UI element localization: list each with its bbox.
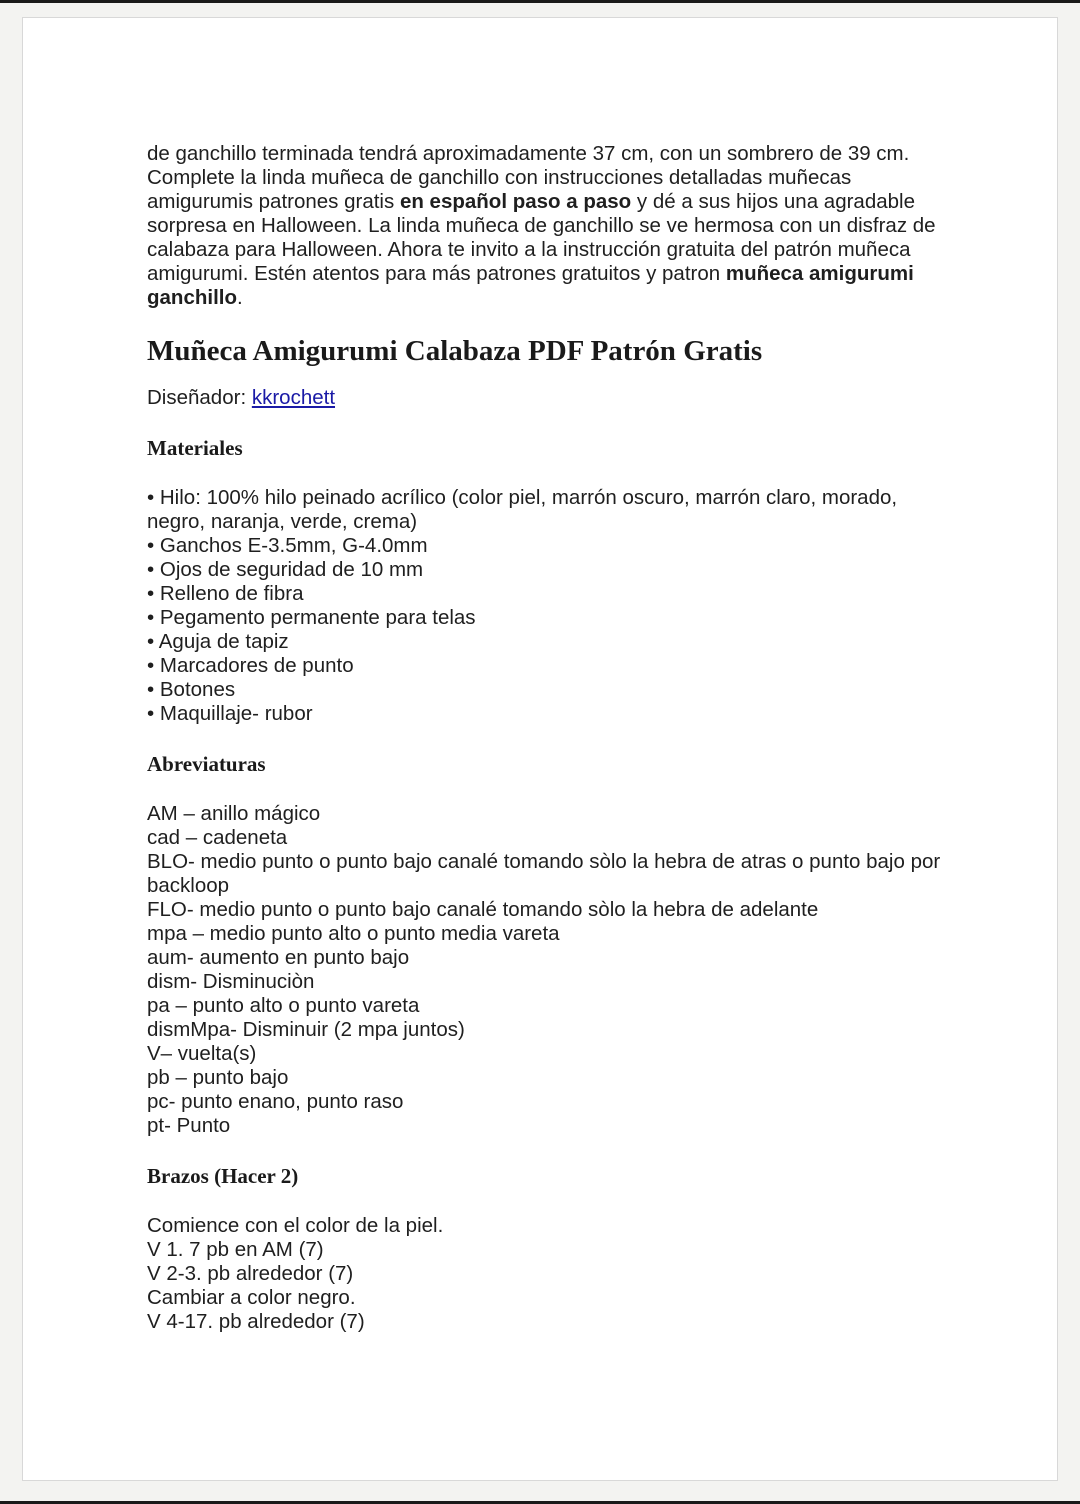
list-item: • Ojos de seguridad de 10 mm (147, 558, 947, 582)
abbreviation-item: mpa – medio punto alto o punto media vareta (147, 922, 560, 945)
pattern-step: V 4-17. pb alrededor (7) (147, 1310, 365, 1333)
designer-label: Diseñador: (147, 386, 252, 409)
materials-list (147, 486, 947, 726)
intro-text-3: . (236, 286, 243, 309)
pattern-step: Cambiar a color negro. (147, 1286, 356, 1309)
document-content (147, 142, 947, 1334)
designer-line (147, 386, 947, 410)
pattern-step: V 2-3. pb alrededor (7) (147, 1262, 354, 1285)
materials-heading: Materiales (147, 436, 243, 460)
pattern-step: V 1. 7 pb en AM (7) (147, 1238, 324, 1261)
abbreviation-item: dism- Disminuciòn (147, 970, 315, 993)
intro-bold-2: muñeca amigurumi ganchillo (147, 262, 914, 309)
abbreviation-item: cad – cadeneta (147, 826, 288, 849)
list-item: • Botones (147, 678, 947, 702)
abbreviation-item: aum- aumento en punto bajo (147, 946, 410, 969)
intro-paragraph (147, 142, 947, 310)
abbreviation-item: dismMpa- Disminuir (2 mpa juntos) (147, 1018, 465, 1041)
abbreviations-heading: Abreviaturas (147, 752, 266, 776)
abbreviation-item: pc- punto enano, punto raso (147, 1090, 404, 1113)
intro-bold-1: en español paso a paso (399, 190, 632, 213)
abbreviation-item: pa – punto alto o punto vareta (147, 994, 420, 1017)
list-item: • Pegamento permanente para telas (147, 606, 947, 630)
document-page (22, 17, 1058, 1481)
pattern-step: Comience con el color de la piel. (147, 1214, 444, 1237)
abbreviations-list (147, 802, 947, 1138)
abbreviation-item: BLO- medio punto o punto bajo canalé tomando sòlo la hebra de atras o punto bajo por backloop (147, 850, 941, 897)
abbreviation-item: AM – anillo mágico (147, 802, 321, 825)
page-title: Muñeca Amigurumi Calabaza PDF Patrón Gratis (147, 335, 763, 367)
abbreviation-item: V– vuelta(s) (147, 1042, 257, 1065)
list-item: • Hilo: 100% hilo peinado acrílico (color piel, marrón oscuro, marrón claro, morado, negro, naranja, verde, crema) (147, 486, 947, 534)
arms-heading: Brazos (Hacer 2) (147, 1164, 299, 1188)
list-item: • Maquillaje- rubor (147, 702, 947, 726)
arms-steps (147, 1214, 947, 1334)
intro-text-2: y dé a sus hijos una agradable sorpresa en Halloween. La linda muñeca de ganchillo se ve hermosa con un disfraz de calabaza para Halloween. Ahora te invito a la instrucción gratuita del patrón muñeca amigurumi. Estén atentos para más patrones gratuitos y patron (147, 190, 936, 285)
abbreviation-item: pb – punto bajo (147, 1066, 289, 1089)
intro-text-1: de ganchillo terminada tendrá aproximadamente 37 cm, con un sombrero de 39 cm. Complete la linda muñeca de ganchillo con instrucciones detalladas muñecas amigurumis patrones gratis (147, 142, 910, 213)
list-item: • Relleno de fibra (147, 582, 947, 606)
abbreviation-item: pt- Punto (147, 1114, 231, 1137)
list-item: • Ganchos E-3.5mm, G-4.0mm (147, 534, 947, 558)
list-item: • Aguja de tapiz (147, 630, 947, 654)
designer-link[interactable]: kkrochett (251, 386, 336, 409)
list-item: • Marcadores de punto (147, 654, 947, 678)
abbreviation-item: FLO- medio punto o punto bajo canalé tomando sòlo la hebra de adelante (147, 898, 819, 921)
